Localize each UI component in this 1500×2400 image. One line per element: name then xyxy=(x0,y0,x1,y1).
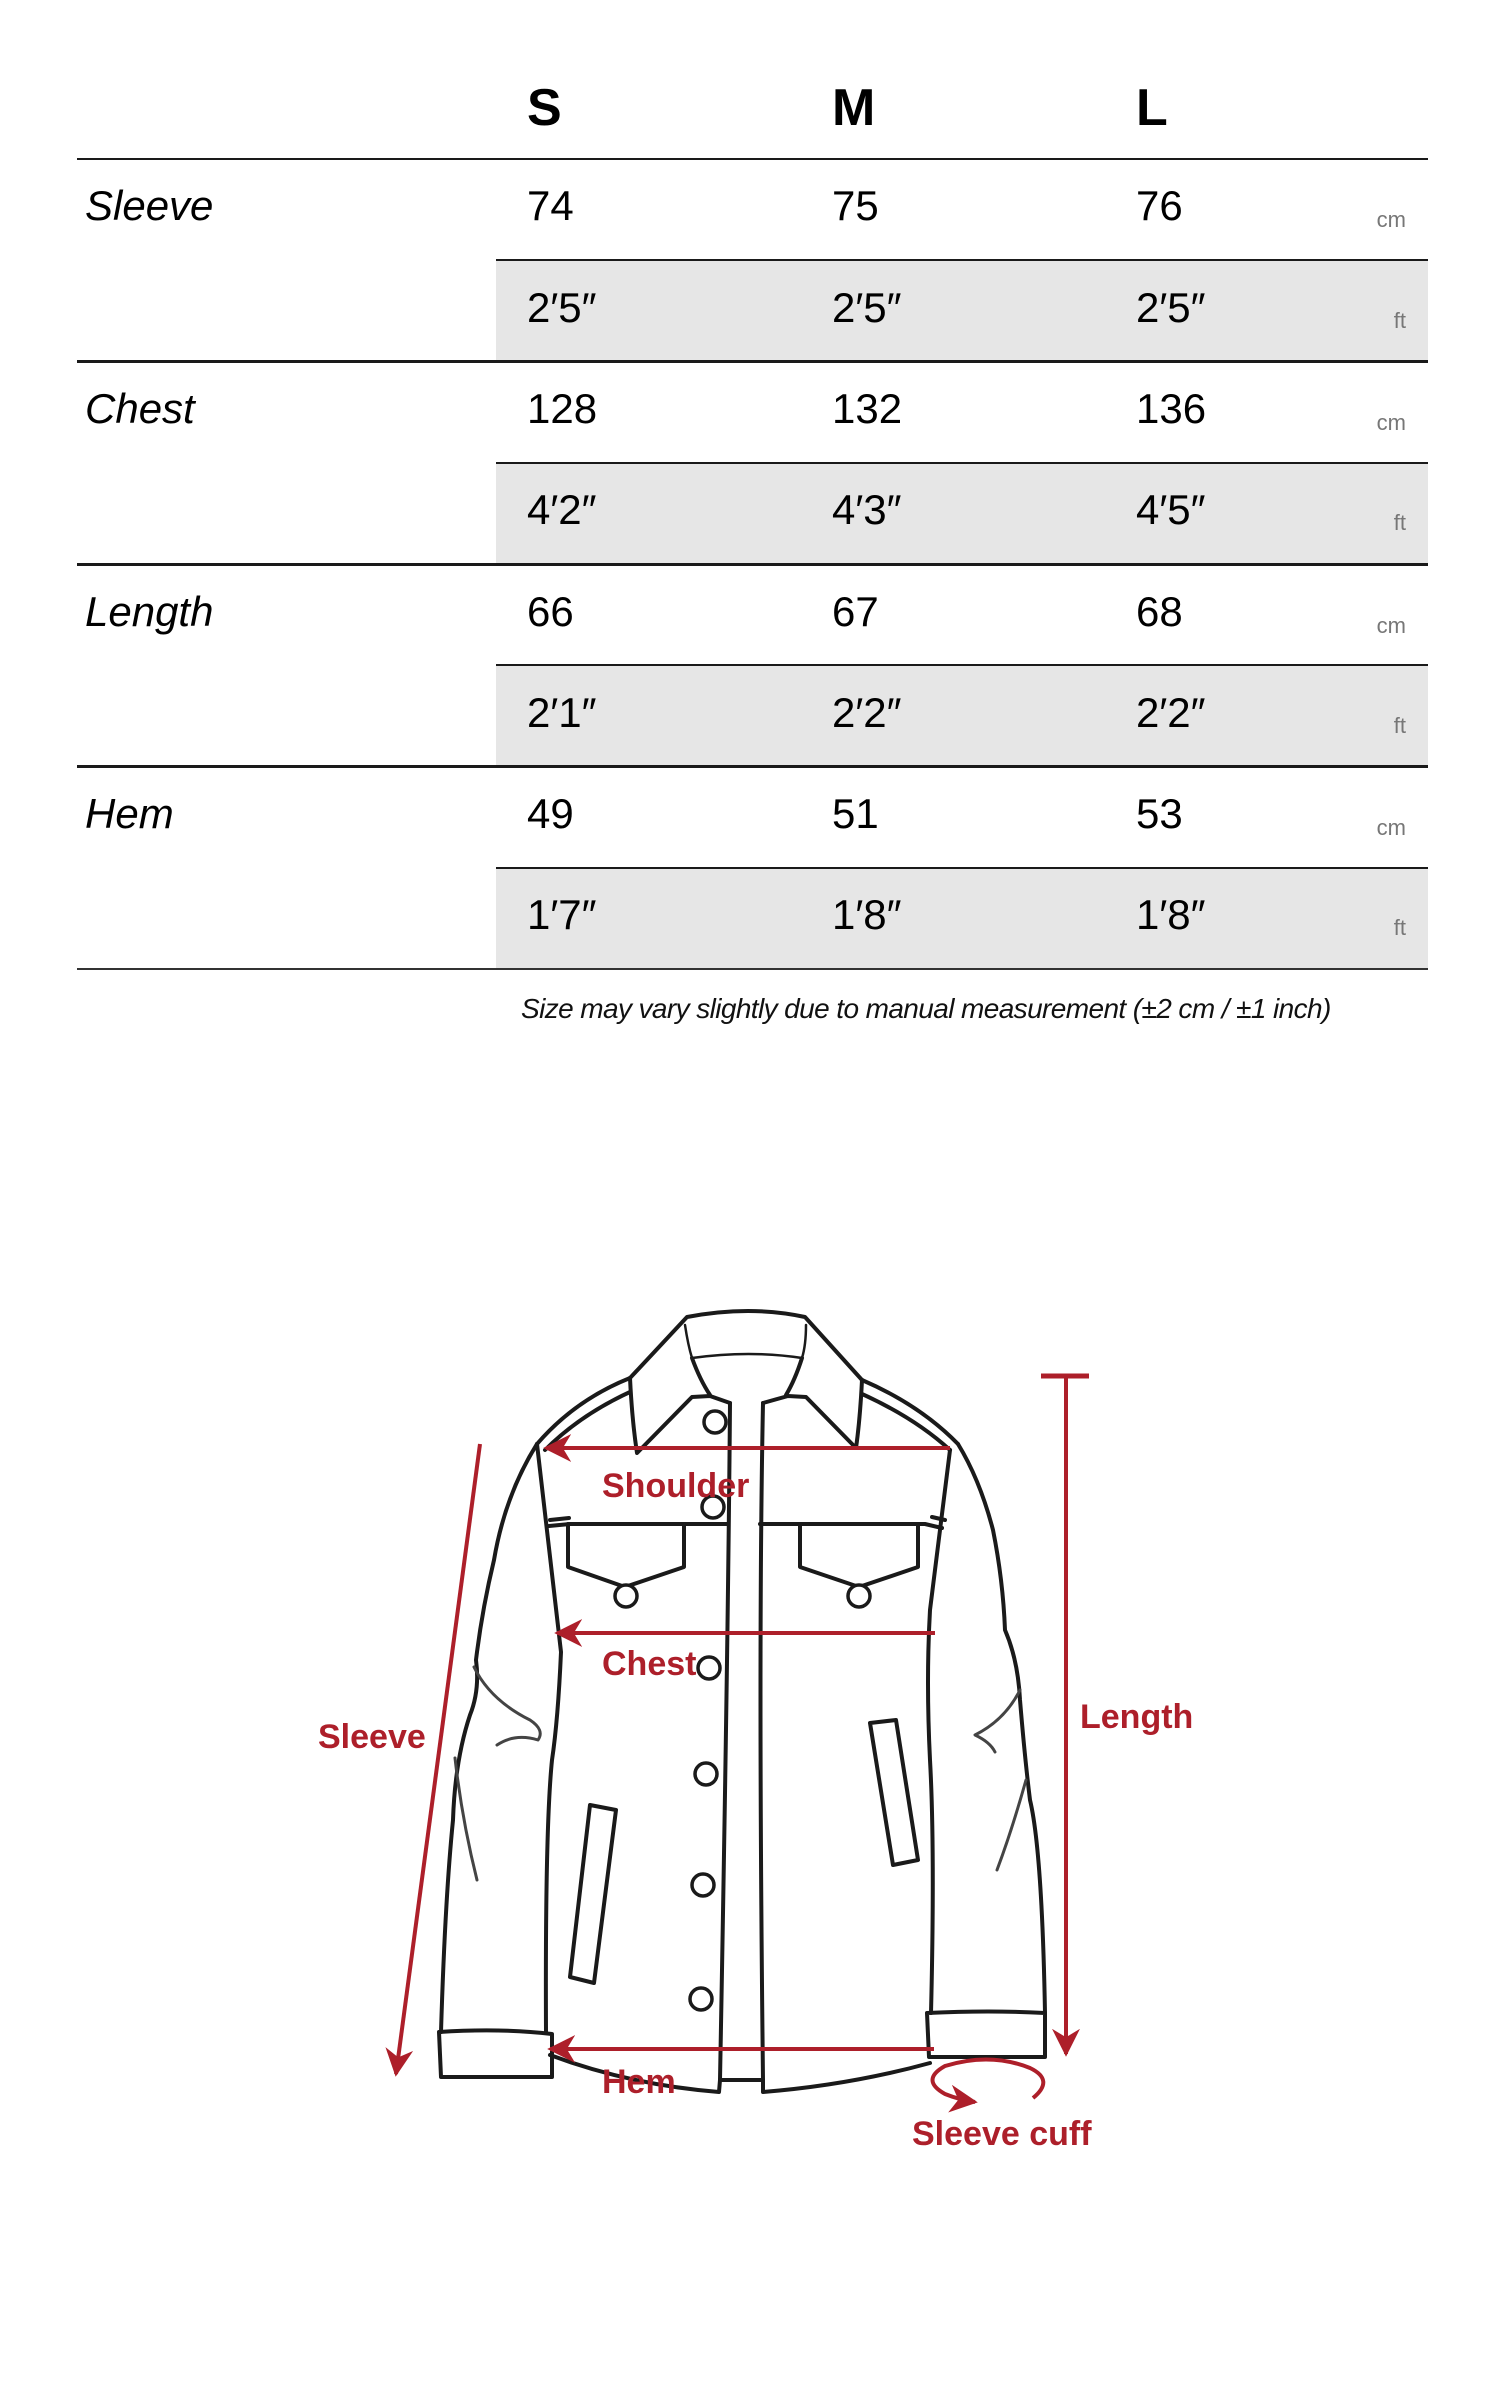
cell-hem-m-ft: 1′8″ xyxy=(832,891,902,938)
label-chest: Chest xyxy=(602,1645,697,1683)
cell-hem-s-ft: 1′7″ xyxy=(527,891,597,938)
unit-label-cm: cm xyxy=(1376,613,1406,638)
cell-hem-m-cm: 51 xyxy=(832,790,879,837)
measure-label-sleeve: Sleeve xyxy=(85,182,214,229)
imperial-row-shade xyxy=(496,869,1428,969)
label-sleeve: Sleeve xyxy=(318,1718,426,1756)
label-length: Length xyxy=(1080,1698,1194,1736)
label-sleeve-cuff: Sleeve cuff xyxy=(912,2115,1092,2153)
imperial-row-shade xyxy=(496,464,1428,564)
cell-length-l-ft: 2′2″ xyxy=(1136,689,1206,736)
cell-chest-s-cm: 128 xyxy=(527,385,598,432)
imperial-row-shade xyxy=(496,261,1428,361)
unit-label-ft: ft xyxy=(1393,308,1406,333)
cell-sleeve-s-cm: 74 xyxy=(527,182,574,229)
cell-hem-l-ft: 1′8″ xyxy=(1136,891,1206,938)
jacket-outline-illustration xyxy=(0,1280,1500,2230)
cell-sleeve-m-ft: 2′5″ xyxy=(832,284,902,331)
column-header-l: L xyxy=(1136,79,1168,137)
measurement-tolerance-note: Size may vary slightly due to manual measurement (±2 cm / ±1 inch) xyxy=(521,993,1331,1024)
cell-length-m-cm: 67 xyxy=(832,588,879,635)
unit-label-cm: cm xyxy=(1376,815,1406,840)
imperial-row-shade xyxy=(496,666,1428,766)
section-divider xyxy=(77,765,1428,768)
label-shoulder: Shoulder xyxy=(602,1467,750,1505)
size-chart-table xyxy=(77,0,1428,1000)
section-divider xyxy=(77,360,1428,363)
cell-chest-m-ft: 4′3″ xyxy=(832,486,902,533)
cell-length-s-cm: 66 xyxy=(527,588,574,635)
column-header-m: M xyxy=(832,79,876,137)
cell-hem-s-cm: 49 xyxy=(527,790,574,837)
table-bottom-rule xyxy=(77,968,1428,970)
cell-length-m-ft: 2′2″ xyxy=(832,689,902,736)
unit-label-ft: ft xyxy=(1393,915,1406,940)
cell-sleeve-s-ft: 2′5″ xyxy=(527,284,597,331)
header-divider xyxy=(77,158,1428,160)
measure-label-chest: Chest xyxy=(85,385,195,432)
unit-label-cm: cm xyxy=(1376,207,1406,232)
column-header-s: S xyxy=(527,79,562,137)
section-divider xyxy=(77,563,1428,566)
cell-sleeve-l-ft: 2′5″ xyxy=(1136,284,1206,331)
jacket-measurement-diagram xyxy=(0,1280,1500,2230)
cell-sleeve-m-cm: 75 xyxy=(832,182,879,229)
label-hem: Hem xyxy=(602,2063,676,2101)
cell-sleeve-l-cm: 76 xyxy=(1136,182,1183,229)
cell-hem-l-cm: 53 xyxy=(1136,790,1183,837)
measure-label-hem: Hem xyxy=(85,790,174,837)
cell-length-s-ft: 2′1″ xyxy=(527,689,597,736)
unit-label-ft: ft xyxy=(1393,713,1406,738)
cell-chest-l-cm: 136 xyxy=(1136,385,1207,432)
unit-label-cm: cm xyxy=(1376,410,1406,435)
cell-chest-m-cm: 132 xyxy=(832,385,903,432)
cell-chest-l-ft: 4′5″ xyxy=(1136,486,1206,533)
unit-label-ft: ft xyxy=(1393,510,1406,535)
cell-chest-s-ft: 4′2″ xyxy=(527,486,597,533)
cell-length-l-cm: 68 xyxy=(1136,588,1183,635)
measure-label-length: Length xyxy=(85,588,214,635)
